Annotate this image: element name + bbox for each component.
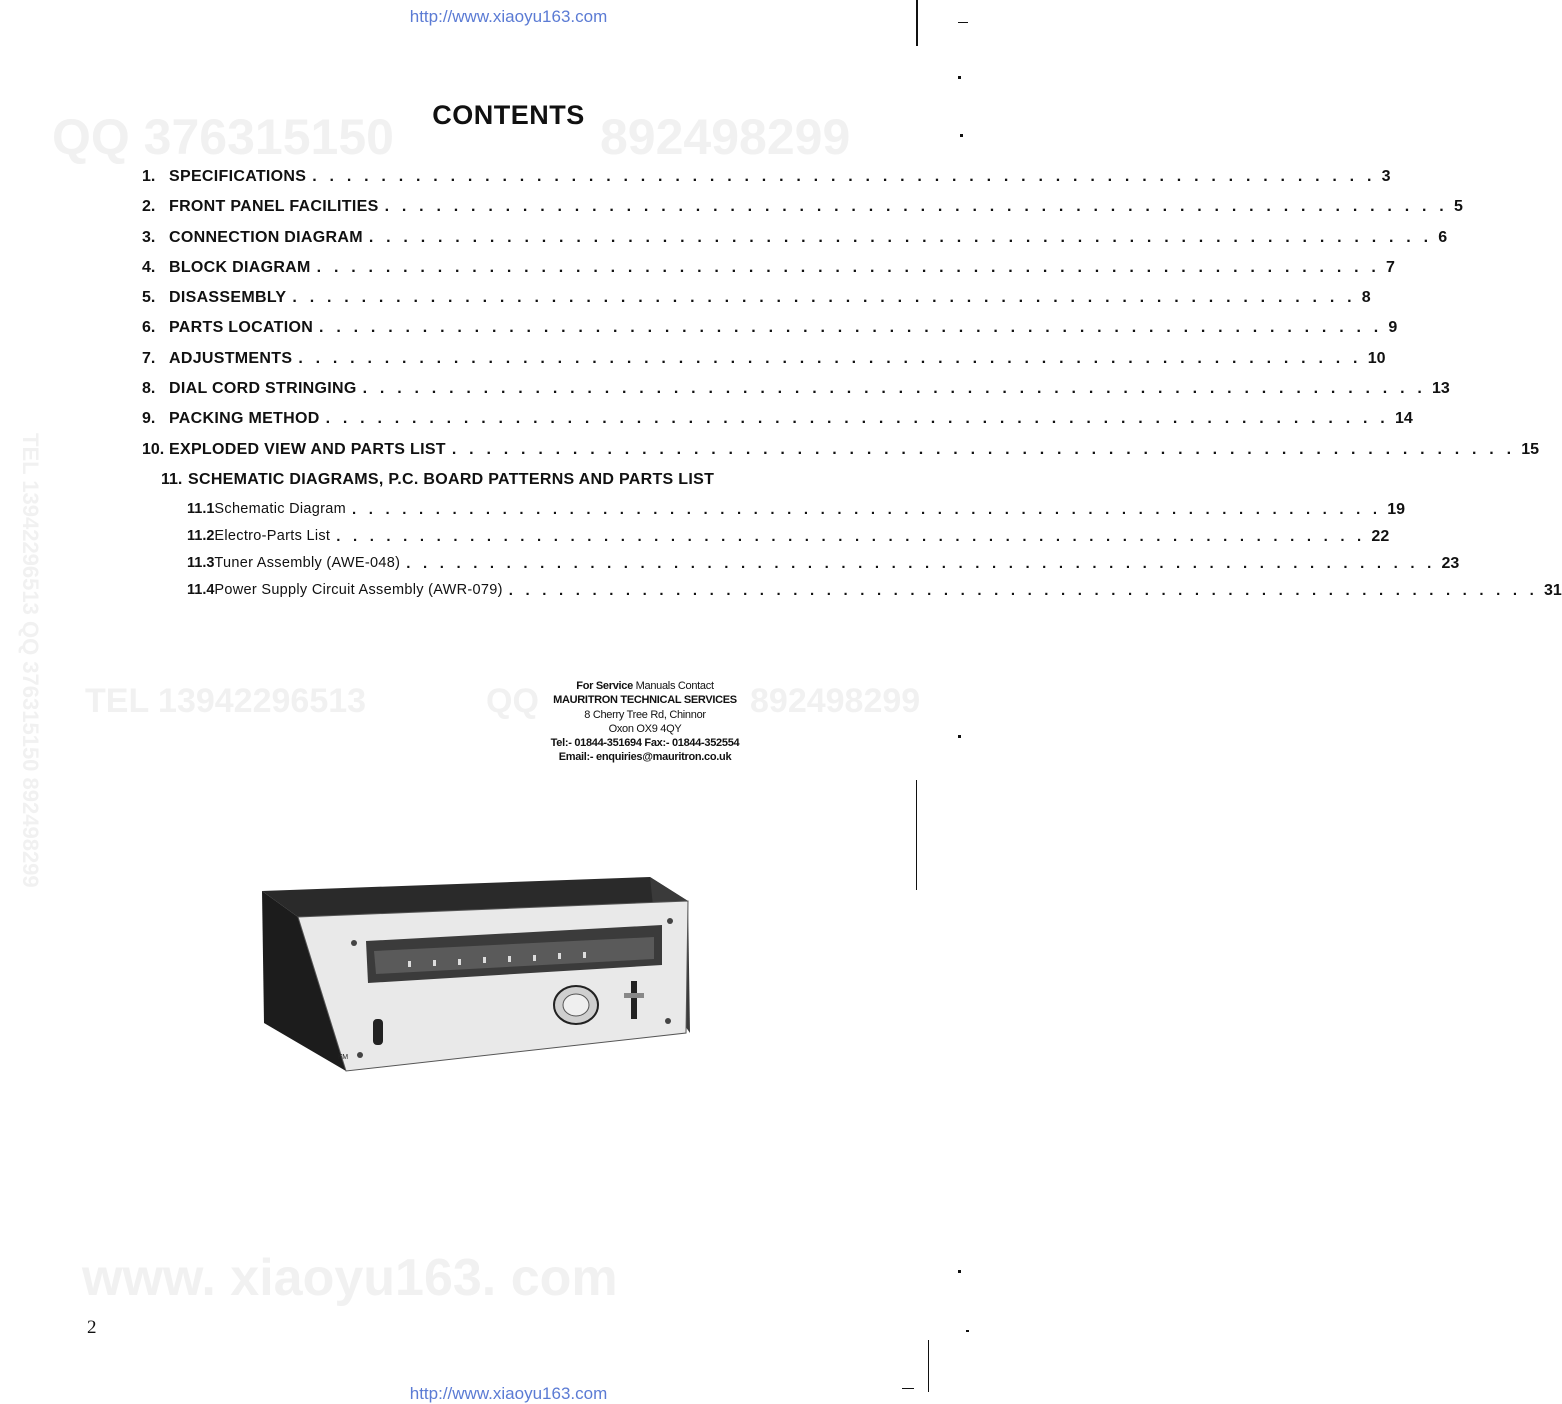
- toc-entry-title: ADJUSTMENTS: [169, 349, 293, 367]
- toc-entry: [142, 410, 1413, 440]
- toc-entry-number: 6.: [142, 319, 156, 337]
- toc-entry-title: FRONT PANEL FACILITIES: [169, 198, 379, 216]
- toc-leader-dots: . . . . . . . . . . . . . . . . . . . . . . . . . . . . . . . . . . . . . . . . . . . . . . . . . . . . . . . . . . . . . .: [319, 319, 1383, 337]
- toc-subentry: [142, 501, 1406, 528]
- header-url[interactable]: http://www.xiaoyu163.com: [409, 7, 608, 26]
- toc-entry-title: BLOCK DIAGRAM: [169, 258, 311, 276]
- tuner-product-photo: [258, 873, 698, 1073]
- toc-entry-title: PACKING METHOD: [169, 410, 320, 428]
- toc-entry-title: SPECIFICATIONS: [169, 168, 307, 185]
- toc-entry-title: PARTS LOCATION: [169, 319, 314, 337]
- toc-entry-number: 4.: [142, 258, 156, 276]
- toc-entry-title: SCHEMATIC DIAGRAMS, P.C. BOARD PATTERNS AND PARTS LIST: [188, 470, 715, 488]
- toc-leader-dots: . . . . . . . . . . . . . . . . . . . . . . . . . . . . . . . . . . . . . . . . . . . . . . . . . . . . . . . . . . . . . .: [316, 258, 1381, 276]
- toc-entry-page: 9: [1388, 319, 1398, 337]
- toc-subentry-title: Schematic Diagram: [214, 501, 347, 518]
- toc-entry-number: 5.: [142, 289, 156, 307]
- toc-leader-dots: . . . . . . . . . . . . . . . . . . . . . . . . . . . . . . . . . . . . . . . . . . . . . . . . . . . . . . . . . . . . . .: [292, 289, 1356, 307]
- contact-phone: Tel:- 01844-351694 Fax:- 01844-352554: [550, 737, 740, 750]
- watermark-qq-2: QQ: [486, 682, 539, 720]
- toc-entry-page: 14: [1394, 410, 1413, 428]
- toc-entry: [142, 471, 807, 501]
- table-of-contents: [142, 168, 1562, 609]
- toc-entry: [142, 380, 1450, 410]
- watermark-number-2: 892498299: [750, 682, 921, 720]
- toc-subentry-number: 11.1: [187, 501, 215, 518]
- toc-subentry-page: 19: [1387, 501, 1406, 519]
- toc-leader-dots: . . . . . . . . . . . . . . . . . . . . . . . . . . . . . . . . . . . . . . . . . . . . . . . . . . . . . . . . . . . . . .: [312, 168, 1376, 185]
- scan-edge-mark: [966, 1330, 969, 1332]
- toc-leader-dots: . . . . . . . . . . . . . . . . . . . . . . . . . . . . . . . . . . . . . . . . . . . . . . . . . . . . . . . . . . . . . .: [336, 528, 1366, 546]
- toc-entry-page: 8: [1361, 289, 1371, 307]
- toc-entry-title: DIAL CORD STRINGING: [169, 380, 357, 398]
- contact-postcode: Oxon OX9 4QY: [608, 722, 682, 735]
- watermark-vertical: TEL 13942296513 QQ 376315150 892498299: [18, 433, 43, 888]
- toc-entry: [142, 168, 1391, 198]
- toc-entry: [142, 349, 1386, 380]
- contact-company: MAURITRON TECHNICAL SERVICES: [553, 694, 737, 707]
- toc-entry-number: 8.: [142, 380, 156, 398]
- scan-edge-mark: [958, 22, 968, 23]
- toc-subentry-title: Power Supply Circuit Assembly (AWR-079): [214, 582, 503, 599]
- page-number: 2: [87, 1317, 97, 1338]
- toc-leader-dots: . . . . . . . . . . . . . . . . . . . . . . . . . . . . . . . . . . . . . . . . . . . . . . . . . . . . . . . . . . . . . .: [368, 228, 1433, 246]
- scan-edge-mark: [916, 780, 917, 890]
- footer-url[interactable]: http://www.xiaoyu163.com: [409, 1384, 608, 1403]
- toc-subentry: [142, 528, 1390, 555]
- toc-subentry: [142, 582, 1562, 609]
- scan-edge-mark: [960, 134, 963, 137]
- toc-subentry-page: 23: [1441, 555, 1460, 573]
- toc-leader-dots: . . . . . . . . . . . . . . . . . . . . . . . . . . . . . . . . . . . . . . . . . . . . . . . . . . . . . . . . . . . . . .: [406, 555, 1436, 573]
- contact-address: 8 Cherry Tree Rd, Chinnor: [584, 708, 706, 721]
- toc-entry-page: 7: [1386, 258, 1395, 276]
- contact-line1-rest: Manuals Contact: [632, 680, 714, 692]
- toc-entry-page: 6: [1438, 228, 1448, 246]
- toc-entry-title: EXPLODED VIEW AND PARTS LIST: [169, 440, 446, 458]
- toc-entry-page: 3: [1381, 168, 1391, 185]
- toc-entry-page: 10: [1367, 349, 1386, 367]
- toc-entry-number: 1.: [142, 168, 156, 185]
- toc-subentry-number: 11.2: [187, 528, 215, 545]
- toc-entry: [142, 228, 1448, 259]
- toc-subentry: [142, 555, 1460, 582]
- watermark-site: www. xiaoyu163. com: [82, 1249, 618, 1307]
- toc-entry: [142, 258, 1395, 289]
- toc-entry-number: 10.: [142, 440, 165, 458]
- watermark-tel: TEL 13942296513: [85, 682, 367, 720]
- toc-entry: [142, 198, 1463, 228]
- toc-entry-number: 3.: [142, 228, 156, 246]
- scan-edge-mark: [958, 1270, 961, 1273]
- toc-leader-dots: . . . . . . . . . . . . . . . . . . . . . . . . . . . . . . . . . . . . . . . . . . . . . . . . . . . . . . . . . . . . . .: [508, 582, 1538, 600]
- contact-line1-bold: For Service: [576, 680, 633, 692]
- toc-entry-number: 7.: [142, 349, 156, 367]
- photo-label: FM: [338, 1054, 349, 1061]
- scan-edge-mark: [916, 0, 918, 46]
- toc-subentry-number: 11.3: [187, 555, 215, 572]
- page-title: CONTENTS: [432, 100, 585, 130]
- watermark-number: 892498299: [600, 109, 851, 165]
- toc-subentry-number: 11.4: [187, 582, 215, 599]
- toc-entry-title: CONNECTION DIAGRAM: [169, 228, 363, 246]
- scan-edge-mark: [958, 735, 961, 738]
- toc-entry: [142, 289, 1371, 319]
- toc-leader-dots: . . . . . . . . . . . . . . . . . . . . . . . . . . . . . . . . . . . . . . . . . . . . . . . . . . . . . . . . . . . . . .: [384, 198, 1448, 216]
- toc-leader-dots: . . . . . . . . . . . . . . . . . . . . . . . . . . . . . . . . . . . . . . . . . . . . . . . . . . . . . . . . . . . . . .: [451, 440, 1516, 458]
- toc-entry-title: DISASSEMBLY: [169, 289, 287, 307]
- toc-subentry-page: 22: [1371, 528, 1390, 546]
- toc-subentry-title: Electro-Parts List: [214, 528, 331, 545]
- toc-entry-number: 2.: [142, 198, 156, 216]
- toc-leader-dots: . . . . . . . . . . . . . . . . . . . . . . . . . . . . . . . . . . . . . . . . . . . . . . . . . . . . . . . . . . . . . .: [298, 349, 1362, 367]
- watermark-qq: QQ 376315150: [52, 109, 394, 165]
- toc-subentry-page: 31: [1543, 582, 1562, 600]
- toc-entry-number: 11.: [161, 470, 183, 488]
- contact-email: Email:- enquiries@mauritron.co.uk: [558, 751, 732, 764]
- toc-leader-dots: . . . . . . . . . . . . . . . . . . . . . . . . . . . . . . . . . . . . . . . . . . . . . . . . . . . . . . . . . . . . . .: [352, 501, 1382, 519]
- toc-leader-dots: . . . . . . . . . . . . . . . . . . . . . . . . . . . . . . . . . . . . . . . . . . . . . . . . . . . . . . . . . . . . . .: [362, 380, 1427, 398]
- toc-entry-number: 9.: [142, 410, 156, 428]
- toc-entry-page: 15: [1521, 440, 1540, 458]
- service-contact-block: [545, 679, 745, 765]
- toc-entry-page: 5: [1453, 198, 1463, 216]
- toc-leader-dots: . . . . . . . . . . . . . . . . . . . . . . . . . . . . . . . . . . . . . . . . . . . . . . . . . . . . . . . . . . . . . .: [325, 410, 1389, 428]
- toc-entry: [142, 440, 1540, 471]
- scan-edge-mark: [958, 76, 961, 79]
- toc-entry: [142, 319, 1398, 349]
- toc-subentry-title: Tuner Assembly (AWE-048): [214, 555, 401, 572]
- toc-entry-page: 13: [1432, 380, 1450, 398]
